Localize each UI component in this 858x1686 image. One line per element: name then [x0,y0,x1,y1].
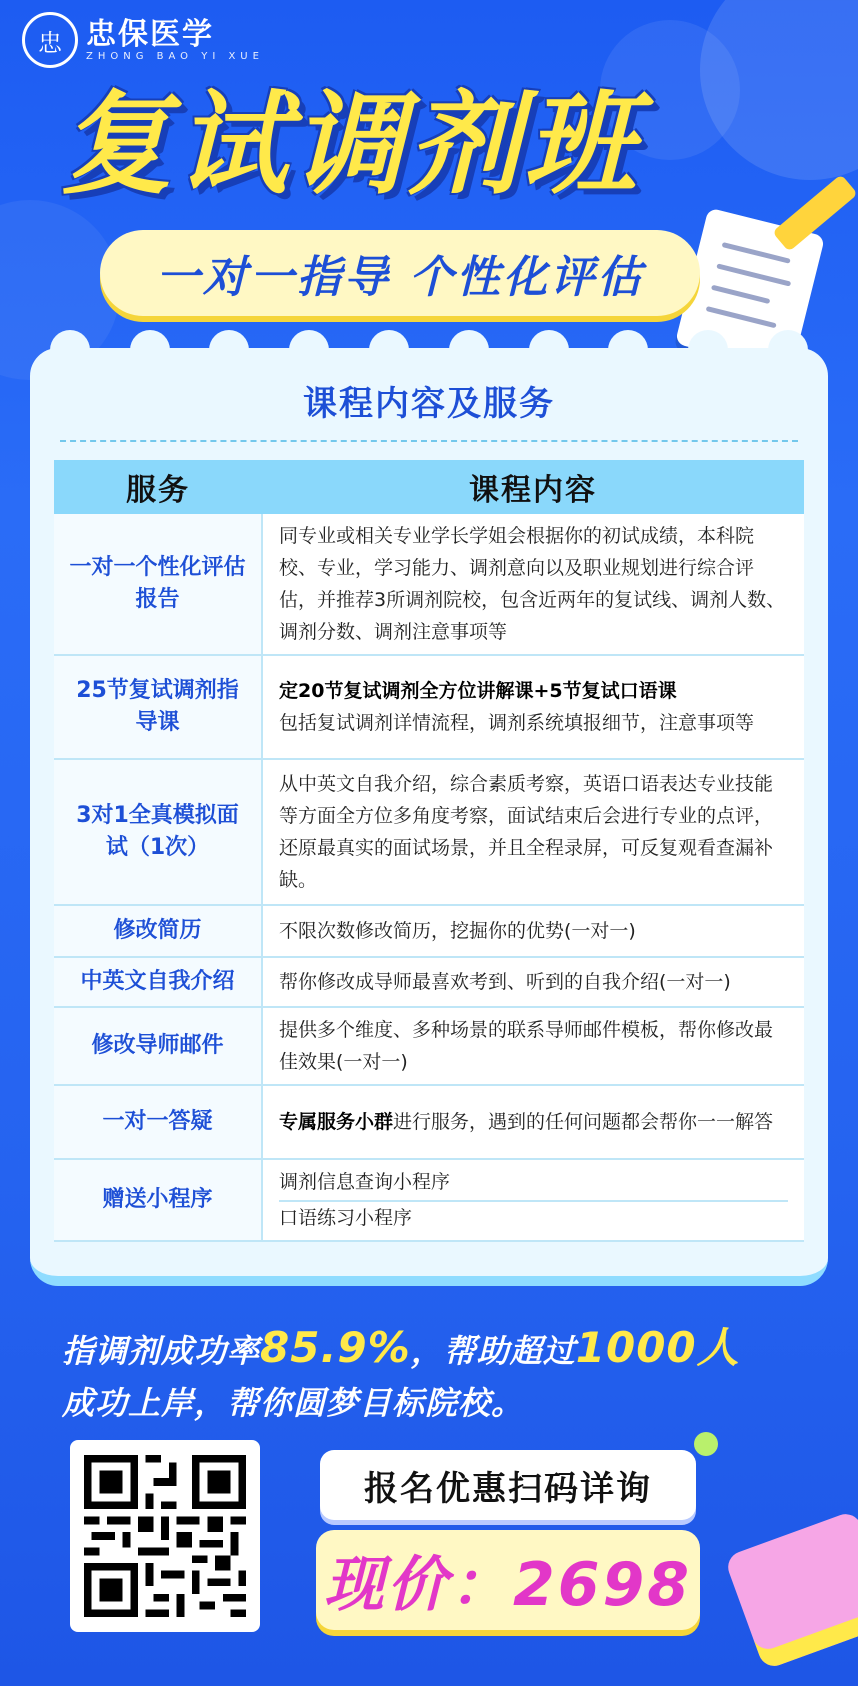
qr-code-icon [84,1454,246,1618]
signup-cta-label: 报名优惠扫码详询 [364,1468,652,1509]
service-table [54,460,804,1242]
qr-code[interactable] [70,1440,260,1632]
divider [60,440,798,442]
service-desc-highlight: 定20节复试调剂全方位讲解课+5节复试口语课 [279,680,677,702]
table-row [54,1007,804,1085]
service-name: 25节复试调剂指导课 [54,655,262,759]
table-row [54,1085,804,1159]
column-header-service: 服务 [54,460,262,514]
service-desc: 包括复试调剂详情流程，调剂系统填报细节，注意事项等 [279,712,755,734]
signup-cta-button[interactable] [320,1450,696,1520]
service-desc: 口语练习小程序 [279,1207,413,1229]
service-name: 赠送小程序 [54,1159,262,1241]
service-desc: 调剂信息查询小程序 [279,1166,788,1202]
service-desc: 同专业或相关专业学长学姐会根据你的初试成绩，本科院校、专业，学习能力、调剂意向以及职业规划进行综合评估，并推荐3所调剂院校，包含近两年的复试线、调剂人数、调剂分数、调剂注意事项等 [262,514,804,655]
card-title: 课程内容及服务 [303,384,555,424]
service-desc: 提供多个维度、多种场景的联系导师邮件模板，帮你修改最佳效果(一对一) [262,1007,804,1085]
service-desc: 帮你修改成导师最喜欢考到、听到的自我介绍(一对一) [262,957,804,1007]
table-row [54,957,804,1007]
brand-logo [22,12,264,68]
page-title: 复试调剂班 [60,80,640,210]
success-rate-text: 指调剂成功率85.9%，帮助超过1000人 成功上岸，帮你圆梦目标院校。 [62,1323,740,1422]
table-row [54,905,804,957]
book-icon [724,1510,858,1671]
brand-name-en: ZHONG BAO YI XUE [86,50,264,62]
service-desc: 不限次数修改简历，挖掘你的优势(一对一) [262,905,804,957]
price-text: 现价：2698 [324,1550,692,1620]
subtitle-banner [100,230,700,316]
table-row [54,1159,804,1241]
price-badge [316,1530,700,1630]
service-name: 修改简历 [54,905,262,957]
course-card [30,348,828,1286]
decorative-ball-icon [694,1432,718,1456]
table-row [54,514,804,655]
service-name: 中英文自我介绍 [54,957,262,1007]
table-header-row [54,460,804,514]
brand-name: 忠保医学 [86,16,214,52]
student-count-value: 1000人 [575,1323,740,1372]
table-row [54,655,804,759]
logo-mark-icon: 忠 [22,12,78,68]
success-rate-value: 85.9% [260,1323,411,1372]
column-header-content: 课程内容 [262,460,804,514]
service-name: 一对一答疑 [54,1085,262,1159]
service-desc: 进行服务，遇到的任何问题都会帮你一一解答 [393,1111,774,1133]
service-desc-highlight: 专属服务小群 [279,1111,394,1133]
service-desc: 从中英文自我介绍，综合素质考察，英语口语表达专业技能等方面全方位多角度考察，面试结束后会进行专业的点评，还原最真实的面试场景，并且全程录屏，可反复观看查漏补缺。 [262,759,804,905]
service-name: 3对1全真模拟面试（1次） [54,759,262,905]
table-row [54,759,804,905]
service-name: 修改导师邮件 [54,1007,262,1085]
service-name: 一对一个性化评估报告 [54,514,262,655]
subtitle-text: 一对一指导 个性化评估 [155,252,645,303]
